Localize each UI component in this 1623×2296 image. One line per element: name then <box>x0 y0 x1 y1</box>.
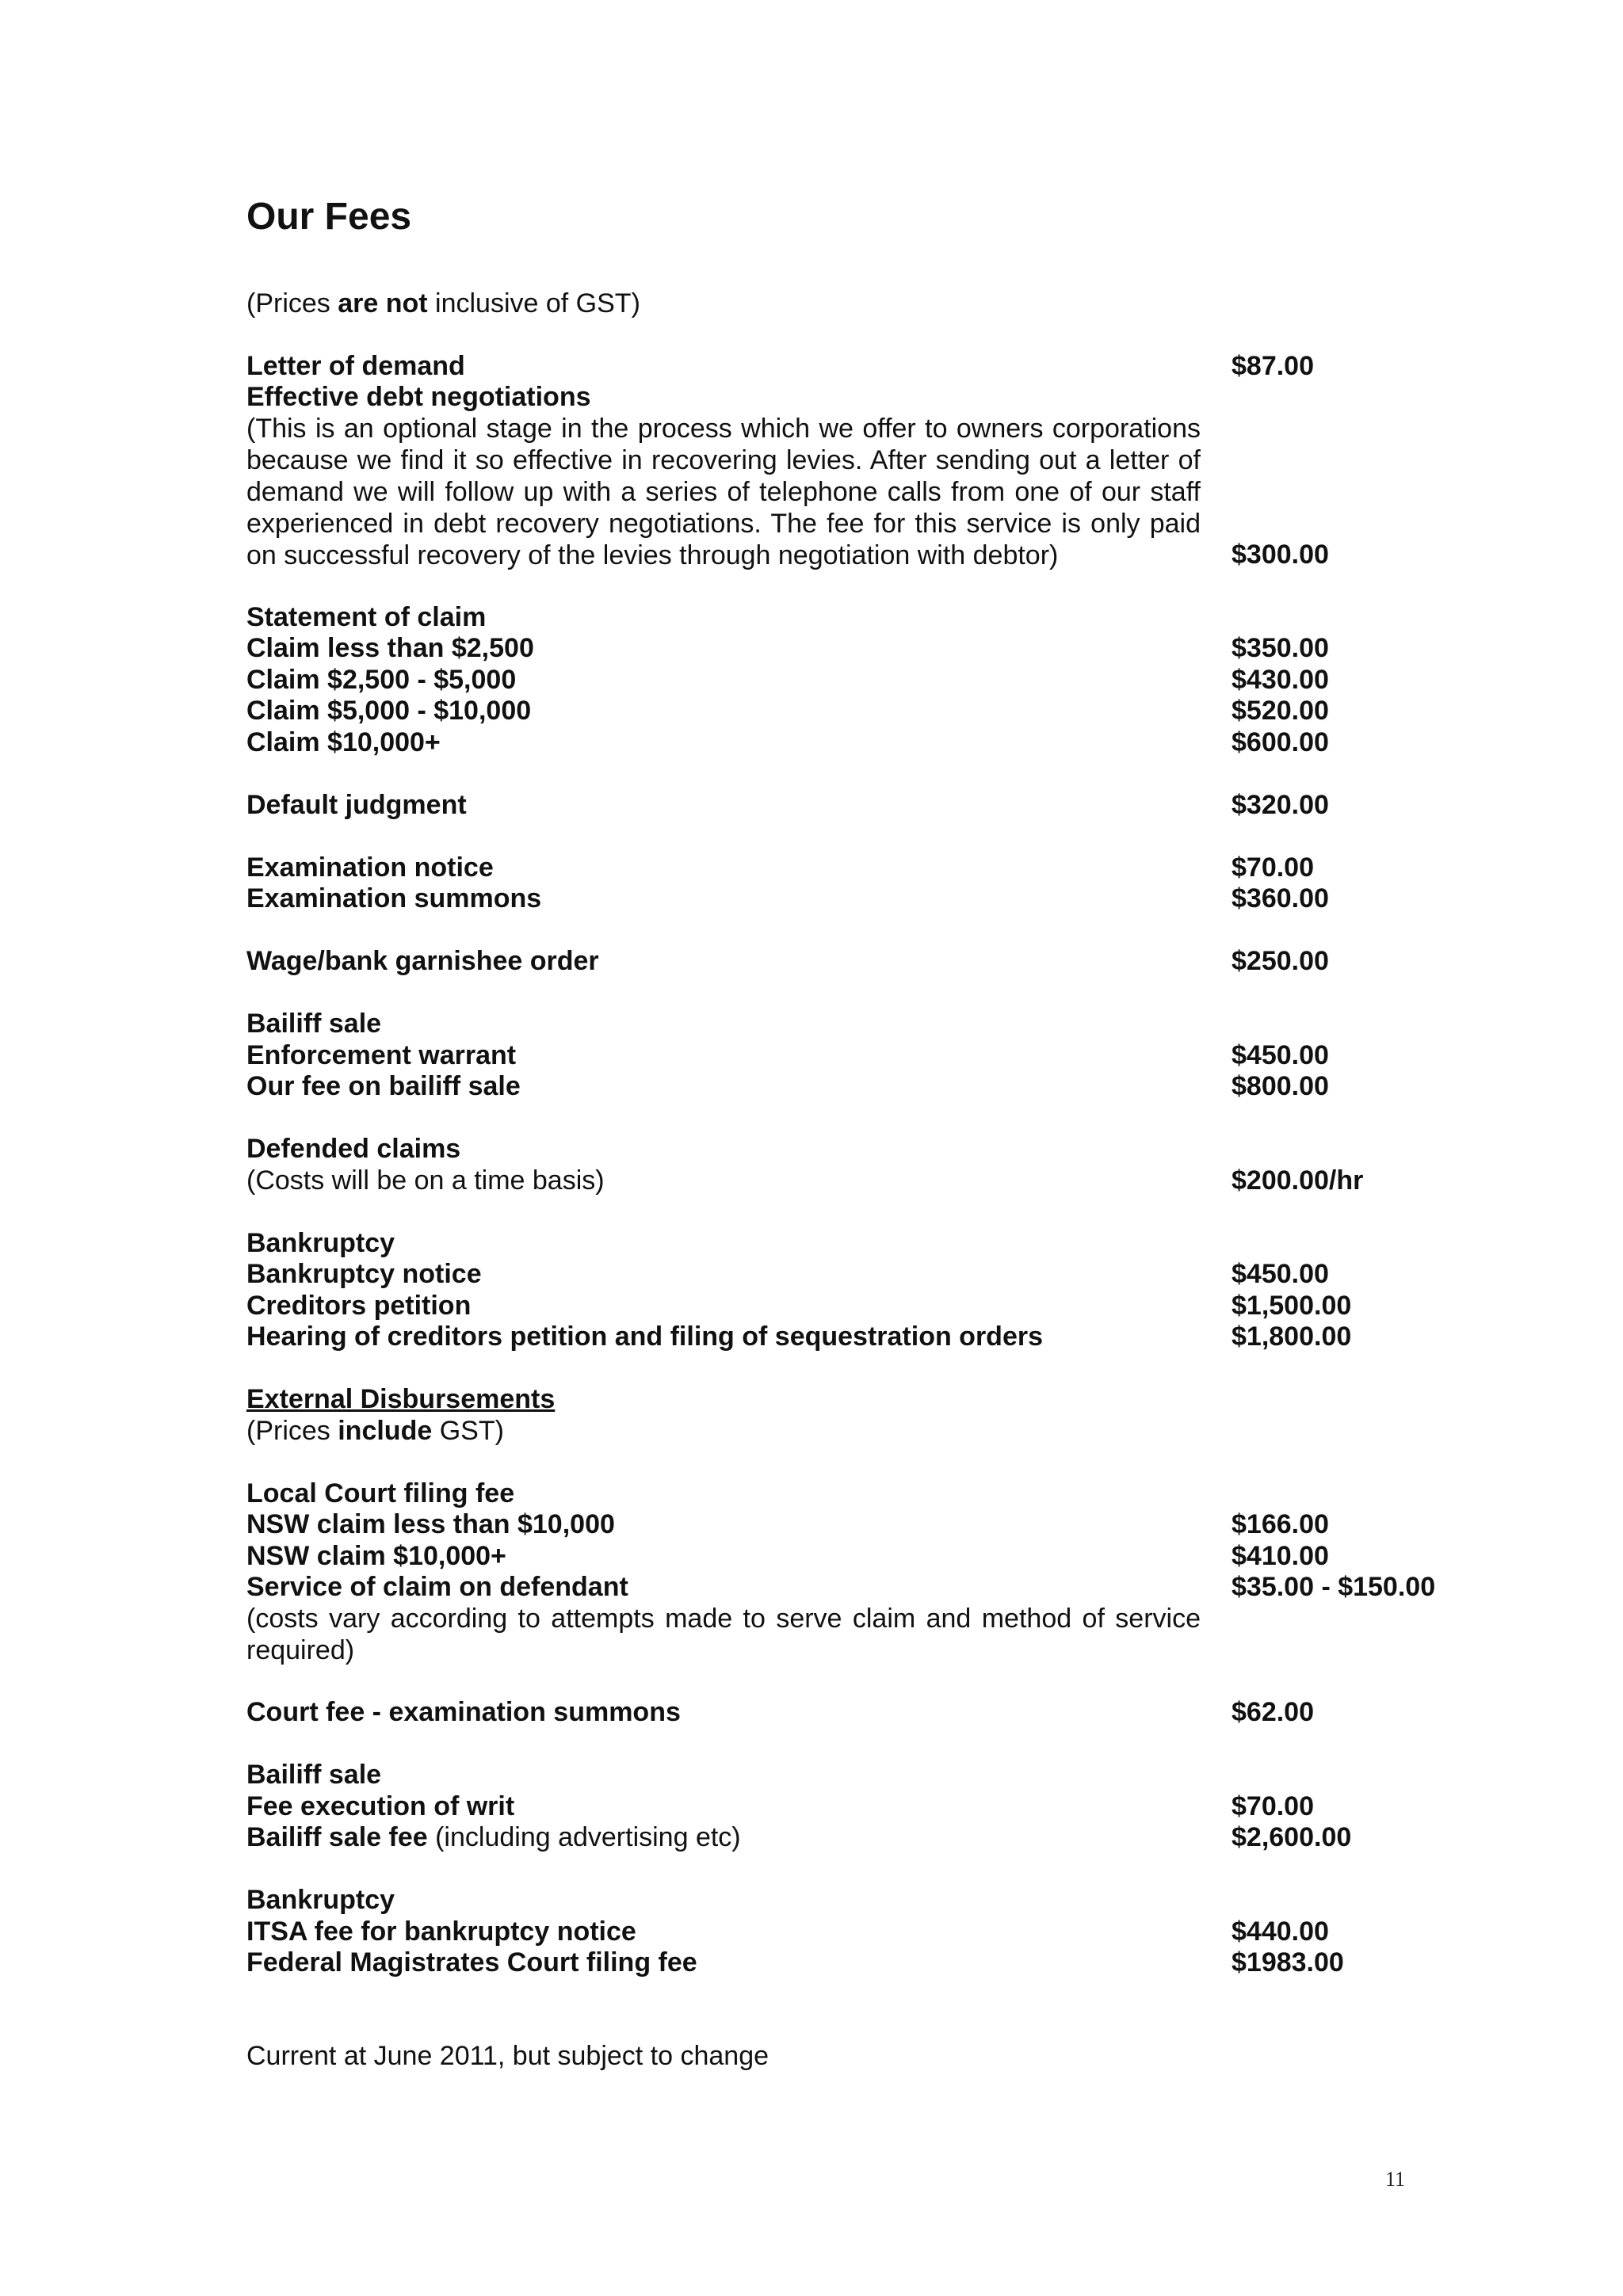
fee-row-nsw-claim-under-10000: NSW claim less than $10,000 $166.00 <box>246 1509 1329 1539</box>
negotiations-price-row: $300.00 <box>1232 540 1329 570</box>
fee-row-our-fee-bailiff-sale: Our fee on bailiff sale $800.00 <box>246 1071 1329 1101</box>
gst-inclusive-note: (Prices include GST) <box>246 1416 504 1446</box>
fee-row-court-fee-examination: Court fee - examination summons $62.00 <box>246 1697 1314 1727</box>
fee-row-bailiff-sale-fee: Bailiff sale fee (including advertising etc) $2,600.00 <box>246 1822 1352 1852</box>
page-number: 11 <box>1385 2168 1406 2191</box>
defended-claims-heading: Defended claims <box>246 1134 461 1164</box>
negotiations-heading: Effective debt negotiations <box>246 382 591 412</box>
external-bankruptcy-heading: Bankruptcy <box>246 1885 395 1915</box>
fee-row-service-of-claim: Service of claim on defendant $35.00 - $150.00 <box>246 1572 1436 1602</box>
negotiations-description: (This is an optional stage in the process which we offer to owners corporations because we find it so effective in recovering levies. After sending out a letter of demand we will follow up with a series of telephone calls from one of our staff experienced in debt recovery negotiations. The fee for this service is only paid on successful recovery of the levies through negotiation with debtor) <box>246 414 1201 570</box>
fee-row-itsa-fee: ITSA fee for bankruptcy notice $440.00 <box>246 1917 1329 1947</box>
fee-row-defended-claims: (Costs will be on a time basis) $200.00/hr <box>246 1165 1364 1196</box>
local-court-heading: Local Court filing fee <box>246 1478 515 1508</box>
fee-row-default-judgment: Default judgment $320.00 <box>246 790 1329 820</box>
fee-row-hearing-creditors-petition: Hearing of creditors petition and filing of sequestration orders $1,800.00 <box>246 1322 1352 1352</box>
fee-row-examination-summons: Examination summons $360.00 <box>246 883 1329 913</box>
bankruptcy-heading: Bankruptcy <box>246 1228 395 1258</box>
fee-row-creditors-petition: Creditors petition $1,500.00 <box>246 1291 1352 1321</box>
fee-row-enforcement-warrant: Enforcement warrant $450.00 <box>246 1040 1329 1070</box>
fee-row-examination-notice: Examination notice $70.00 <box>246 852 1314 883</box>
fee-row-execution-of-writ: Fee execution of writ $70.00 <box>246 1791 1314 1821</box>
fee-row-nsw-claim-10000-plus: NSW claim $10,000+ $410.00 <box>246 1541 1329 1571</box>
bailiff-sale-heading: Bailiff sale <box>246 1009 382 1039</box>
fee-row-letter-of-demand: Letter of demand $87.00 <box>246 351 1314 381</box>
service-cost-note: (costs vary according to attempts made to serve claim and method of service required) <box>246 1604 1201 1665</box>
external-bailiff-heading: Bailiff sale <box>246 1760 382 1790</box>
external-disbursements-heading: External Disbursements <box>246 1384 556 1414</box>
fee-row-claim-under-2500: Claim less than $2,500 $350.00 <box>246 633 1329 663</box>
fee-row-claim-5000-10000: Claim $5,000 - $10,000 $520.00 <box>246 696 1329 726</box>
fee-row-claim-10000-plus: Claim $10,000+ $600.00 <box>246 727 1329 757</box>
page-title: Our Fees <box>246 196 412 238</box>
fee-row-federal-magistrates-fee: Federal Magistrates Court filing fee $1983.00 <box>246 1947 1344 1978</box>
fee-row-claim-2500-5000: Claim $2,500 - $5,000 $430.00 <box>246 665 1329 695</box>
fee-row-garnishee-order: Wage/bank garnishee order $250.00 <box>246 946 1329 976</box>
fee-row-bankruptcy-notice: Bankruptcy notice $450.00 <box>246 1259 1329 1289</box>
statement-of-claim-heading: Statement of claim <box>246 602 487 632</box>
currency-note: Current at June 2011, but subject to change <box>246 2041 769 2071</box>
gst-exclusive-note: (Prices are not inclusive of GST) <box>246 288 640 318</box>
